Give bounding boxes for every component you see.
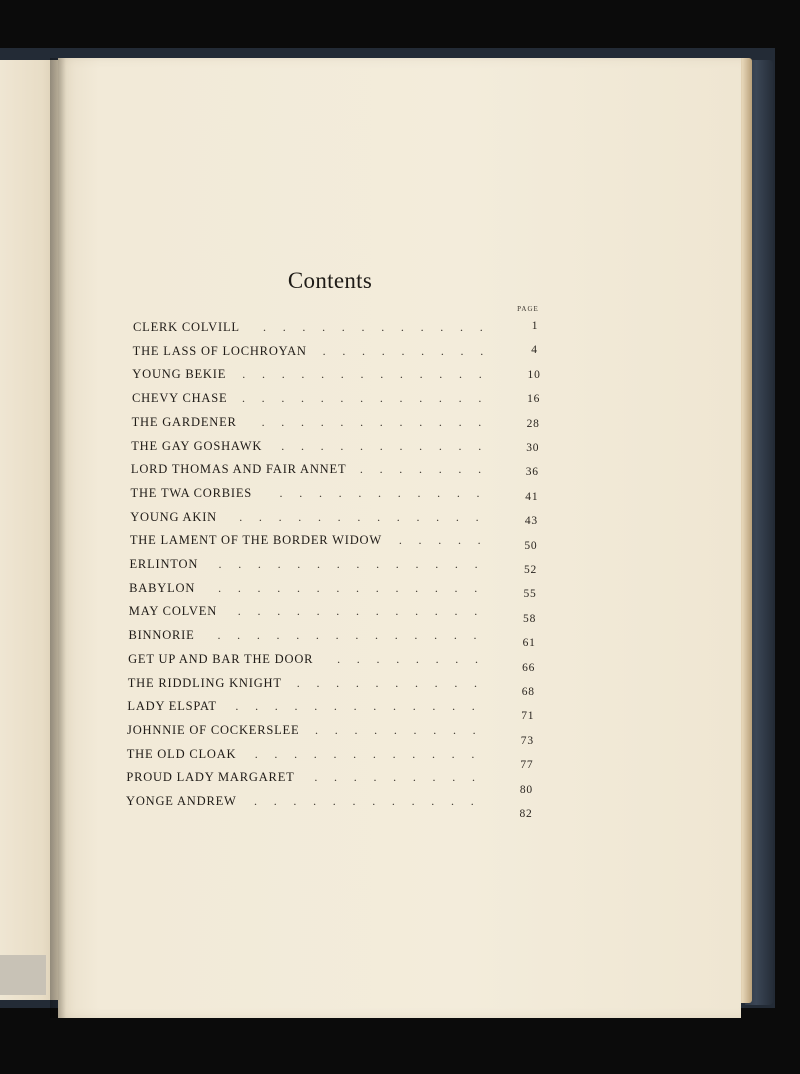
dot-leader: .............. — [218, 580, 494, 595]
toc-entry-title: YOUNG BEKIE — [132, 367, 227, 382]
dot-leader: ............. — [241, 391, 499, 406]
toc-entry — [131, 439, 553, 459]
toc-entry-title: LORD THOMAS AND FAIR ANNET — [130, 462, 347, 477]
toc-entry-page: 10 — [527, 368, 541, 381]
dot-leader: ............ — [254, 746, 492, 761]
toc-entry — [132, 415, 554, 435]
toc-entry-page: 36 — [525, 466, 539, 479]
toc-entry-title: GET UP AND BAR THE DOOR — [128, 651, 314, 666]
toc-entry-title: CHEVY CHASE — [131, 391, 228, 406]
toc-entry-page: 77 — [520, 759, 534, 772]
toc-entry — [126, 794, 546, 820]
toc-entry-page: 68 — [521, 686, 535, 698]
toc-entry-title: JOHNNIE OF COCKERSLEE — [127, 722, 300, 737]
toc-entry-title: MAY COLVEN — [128, 604, 218, 619]
dot-leader: ............. — [239, 509, 496, 524]
toc-entry-page: 73 — [520, 734, 534, 747]
dot-leader: ......... — [315, 722, 493, 737]
toc-entry-title: ERLINTON — [129, 557, 199, 571]
toc-entry-title: BABYLON — [129, 580, 196, 595]
toc-entry-title: YONGE ANDREW — [126, 794, 237, 808]
toc-entry — [133, 320, 555, 340]
toc-entry — [132, 391, 554, 411]
toc-entry-page: 58 — [523, 612, 537, 625]
dot-leader: ............. — [237, 604, 494, 619]
toc-entry-page: 80 — [519, 783, 533, 796]
toc-entry-title: THE GAY GOSHAWK — [131, 438, 263, 453]
toc-entry — [128, 676, 549, 696]
toc-entry-page: 66 — [522, 661, 536, 674]
toc-entry-title: BINNORIE — [128, 628, 195, 643]
toc-entry-title: THE OLD CLOAK — [126, 746, 237, 761]
toc-entry-title: THE RIDDLING KNIGHT — [127, 675, 282, 690]
toc-entry-page: 61 — [522, 637, 536, 650]
toc-entry-page: 43 — [524, 515, 538, 528]
toc-entry-page: 1 — [531, 320, 539, 332]
toc-entry-title: YOUNG AKIN — [130, 509, 218, 524]
toc-entry-title: LADY ELSPAT — [127, 699, 217, 714]
toc-entry — [132, 367, 554, 387]
toc-entry-title: THE LAMENT OF THE BORDER WIDOW — [129, 533, 382, 548]
toc-entry — [128, 628, 549, 648]
toc-entry-page: 50 — [524, 539, 538, 552]
toc-entry-page: 30 — [526, 442, 540, 454]
dot-leader: ........... — [281, 438, 498, 453]
page-column-label: PAGE — [517, 305, 539, 313]
dot-leader: ......... — [322, 343, 500, 358]
dot-leader: .............. — [218, 557, 495, 571]
dot-leader: ........... — [279, 485, 497, 500]
toc-entry-page: 28 — [526, 417, 540, 430]
toc-entry-page: 4 — [531, 344, 538, 357]
dot-leader: ........ — [337, 651, 495, 666]
dot-leader: ....... — [359, 462, 498, 477]
dot-leader: .............. — [217, 628, 494, 643]
toc-entry — [131, 462, 552, 482]
toc-entry — [130, 533, 551, 553]
toc-entry — [126, 770, 546, 796]
page-title: Contents — [287, 268, 373, 293]
dot-leader: ............ — [261, 414, 498, 429]
toc-entry-page: 52 — [523, 564, 538, 576]
dot-leader: .......... — [296, 675, 494, 690]
toc-entry-title: THE GARDENER — [131, 414, 237, 429]
toc-entry-page: 16 — [527, 393, 541, 406]
dot-leader: ......... — [314, 770, 492, 785]
toc-entry — [133, 344, 555, 364]
toc-entry — [129, 604, 550, 624]
toc-entry — [130, 557, 551, 577]
toc-entry — [130, 510, 551, 530]
toc-entry-title: PROUD LADY MARGARET — [126, 770, 295, 785]
toc-entry — [131, 486, 552, 506]
toc-entry-title: THE TWA CORBIES — [130, 485, 253, 500]
toc-entry-page: 71 — [521, 710, 535, 723]
toc-entry — [129, 581, 550, 601]
dot-leader: ............. — [242, 367, 499, 382]
dot-leader: ............ — [263, 320, 500, 334]
toc-entry — [127, 722, 547, 747]
dot-leader: ..... — [398, 533, 498, 548]
toc-entry-page: 55 — [523, 588, 537, 601]
toc-entry — [127, 699, 547, 723]
toc-entry-title: THE LASS OF LOCHROYAN — [132, 343, 307, 358]
toc-entry-title: CLERK COLVILL — [133, 320, 240, 334]
dot-leader: ............ — [254, 794, 491, 808]
dot-leader: ............. — [235, 699, 492, 714]
toc-entry — [128, 652, 549, 672]
toc-entry-page: 41 — [525, 490, 539, 503]
toc-entry — [126, 746, 547, 772]
toc-entry-page: 82 — [519, 808, 533, 820]
